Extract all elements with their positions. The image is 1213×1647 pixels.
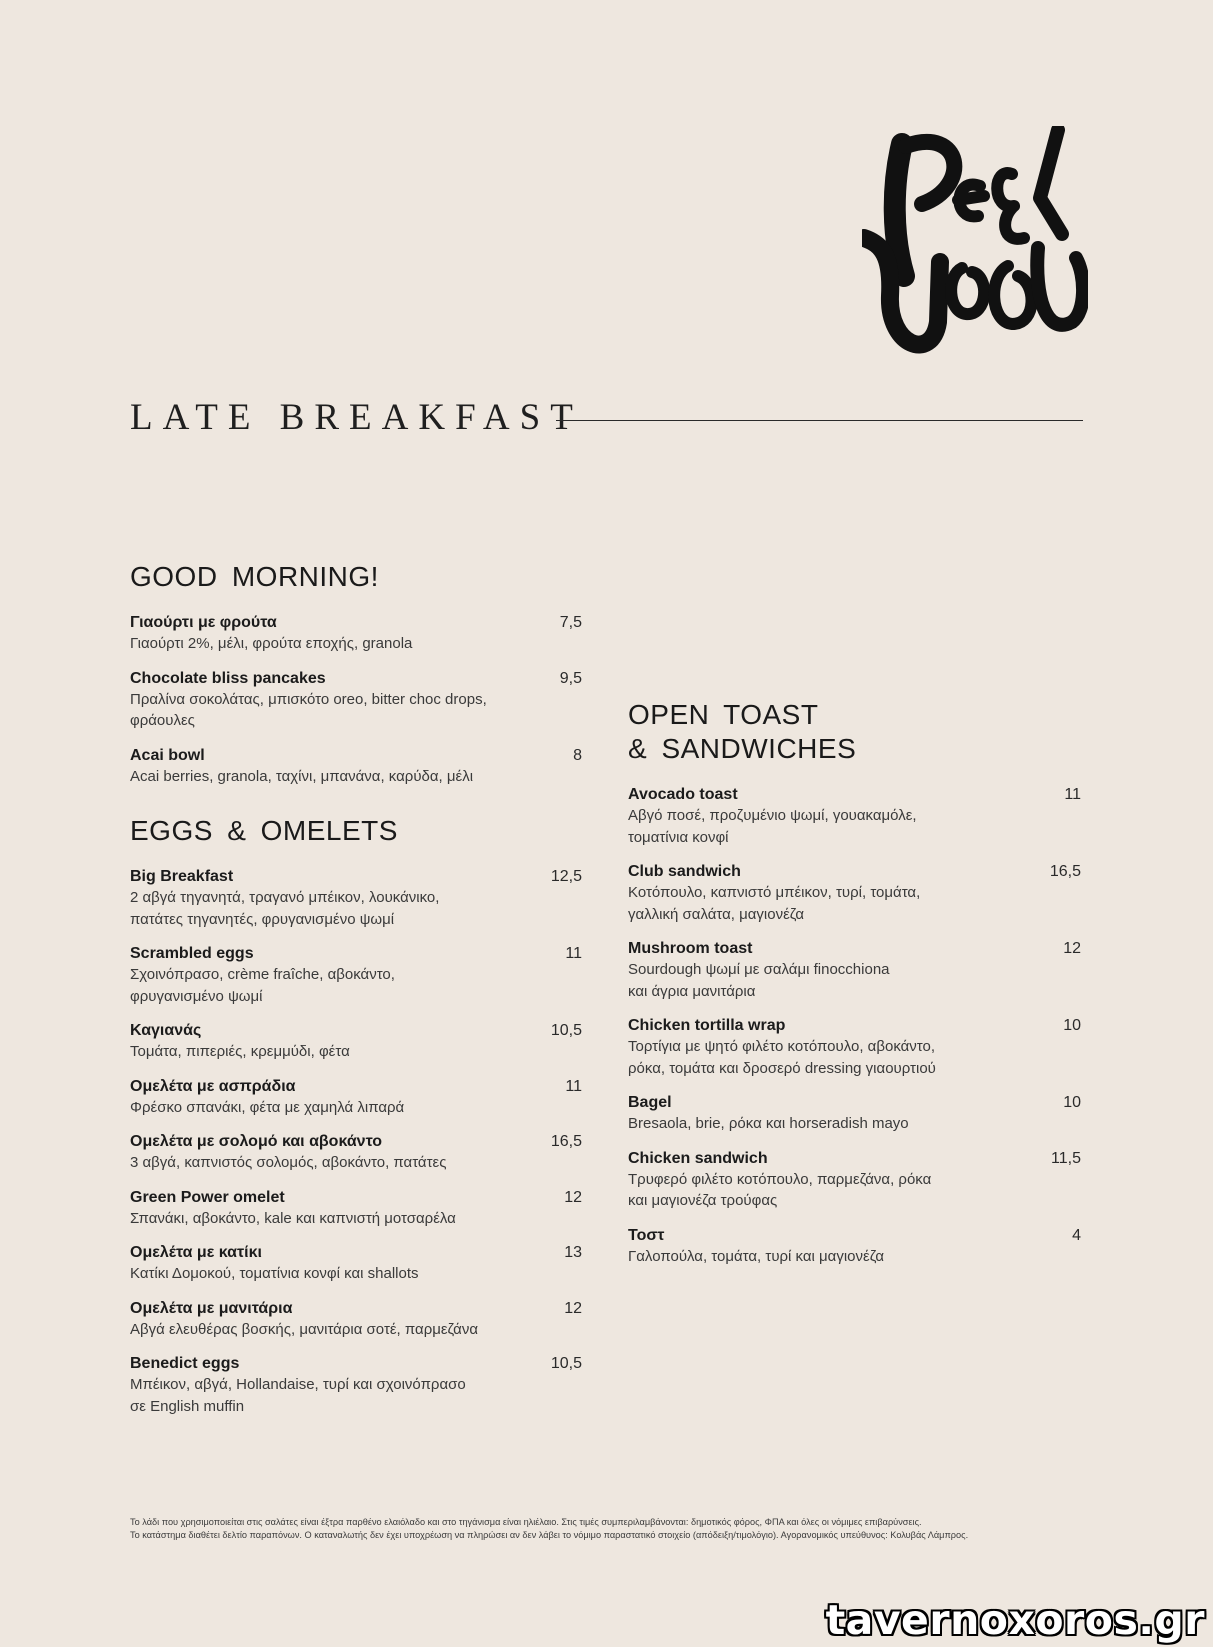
item-description: Αβγό ποσέ, προζυμένιο ψωμί, γουακαμόλε, τοματίνια κονφί — [628, 807, 917, 846]
item-name: Ομελέτα με μανιτάρια — [130, 1299, 293, 1317]
item-description: Κοτόπουλο, καπνιστό μπέικον, τυρί, τομάτα, γαλλική σαλάτα, μαγιονέζα — [628, 884, 921, 923]
section-title-eggs-omelets: EGGS & OMELETS — [130, 815, 398, 846]
item-name: Γιαούρτι με φρούτα — [130, 614, 277, 631]
section-title-good-morning: GOOD MORNING! — [130, 561, 379, 592]
title-divider — [556, 420, 1083, 421]
item-name: Καγιανάς — [130, 1022, 202, 1039]
menu-item — [130, 612, 582, 655]
menu-item — [130, 943, 582, 1007]
restaurant-logo — [862, 126, 1088, 370]
item-description: Acai berries, granola, ταχίνι, μπανάνα, καρύδα, μέλι — [130, 767, 474, 785]
item-price: 7,5 — [559, 614, 582, 631]
item-price: 11 — [565, 1077, 582, 1095]
item-name: Chocolate bliss pancakes — [130, 669, 326, 687]
section-spacer — [130, 800, 582, 814]
item-price: 10 — [1063, 1094, 1081, 1111]
item-description: Sourdough ψωμί με σαλάμι finocchiona και άγρια μανιτάρια — [628, 961, 890, 1000]
item-price: 16,5 — [550, 1133, 582, 1150]
item-price: 12,5 — [550, 868, 582, 885]
item-name: Scrambled eggs — [130, 945, 254, 962]
menu-item — [130, 668, 582, 732]
item-name: Acai bowl — [130, 746, 205, 764]
menu-item — [130, 1353, 582, 1417]
item-description: Μπέικον, αβγά, Hollandaise, τυρί και σχοινόπρασο σε English muffin — [130, 1376, 466, 1415]
item-description: Τρυφερό φιλέτο κοτόπουλο, παρμεζάνα, ρόκα και μαγιονέζα τρούφας — [628, 1170, 932, 1209]
item-description: Πραλίνα σοκολάτας, μπισκότο oreo, bitter choc drops, φράουλες — [130, 690, 487, 729]
legal-footer — [130, 1516, 1090, 1541]
item-description: Φρέσκο σπανάκι, φέτα με χαμηλά λιπαρά — [130, 1098, 405, 1116]
item-price: 12 — [564, 1188, 582, 1206]
menu-item — [130, 1242, 582, 1285]
item-name: Mushroom toast — [628, 940, 753, 957]
item-description: Τορτίγια με ψητό φιλέτο κοτόπουλο, αβοκάντο, ρόκα, τομάτα και δροσερό dressing γιαουρτιού — [628, 1038, 936, 1077]
item-description: Γιαούρτι 2%, μέλι, φρούτα εποχής, granola — [130, 635, 413, 652]
item-price: 13 — [564, 1244, 582, 1261]
item-name: Ομελέτα με σολομό και αβοκάντο — [130, 1133, 383, 1150]
item-price: 11 — [565, 945, 582, 962]
item-name: Τοστ — [628, 1226, 665, 1244]
item-name: Benedict eggs — [130, 1355, 240, 1372]
menu-column-left — [130, 560, 582, 1430]
watermark: tavernoxoros.gr — [825, 1596, 1205, 1644]
menu-item — [628, 1092, 1081, 1135]
item-description: 3 αβγά, καπνιστός σολομός, αβοκάντο, πατάτες — [130, 1154, 447, 1171]
item-name: Big Breakfast — [130, 868, 234, 885]
item-name: Ομελέτα με ασπράδια — [130, 1077, 296, 1095]
item-price: 12 — [1063, 940, 1081, 957]
item-name: Avocado toast — [628, 786, 738, 803]
section-title-open-toast-sandwiches: OPEN TOAST & SANDWICHES — [628, 699, 857, 764]
item-price: 4 — [1072, 1226, 1081, 1244]
menu-item — [628, 938, 1081, 1002]
footer-line-1: Το λάδι που χρησιμοποιείται στις σαλάτες είναι έξτρα παρθένο ελαιόλαδο και στο τηγάνισμα είναι ηλιέλαιο. Στις τιμές συμπεριλαμβάνονται: δημοτικός φόρος, ΦΠΑ και όλες οι νόμιμες επιβαρύνσεις. — [130, 1517, 922, 1527]
item-price: 10,5 — [550, 1355, 582, 1372]
item-price: 12 — [564, 1299, 582, 1317]
item-price: 9,5 — [559, 669, 582, 687]
item-price: 10 — [1063, 1017, 1081, 1034]
menu-item — [628, 1148, 1081, 1212]
item-price: 11 — [1064, 786, 1081, 803]
item-description: Αβγά ελευθέρας βοσκής, μανιτάρια σοτέ, παρμεζάνα — [130, 1320, 479, 1338]
item-description: 2 αβγά τηγανητά, τραγανό μπέικον, λουκάνικο, πατάτες τηγανητές, φρυγανισμένο ψωμί — [130, 889, 440, 928]
item-description: Γαλοπούλα, τομάτα, τυρί και μαγιονέζα — [628, 1247, 884, 1265]
item-description: Σπανάκι, αβοκάντο, kale και καπνιστή μοτσαρέλα — [130, 1209, 456, 1227]
menu-item — [130, 1020, 582, 1063]
item-name: Green Power omelet — [130, 1188, 285, 1206]
item-name: Chicken sandwich — [628, 1149, 768, 1167]
menu-list-eggs-omelets — [130, 866, 582, 1417]
menu-item — [130, 866, 582, 930]
item-name: Ομελέτα με κατίκι — [130, 1244, 262, 1261]
item-price: 10,5 — [550, 1022, 582, 1039]
menu-item — [130, 1298, 582, 1341]
item-price: 11,5 — [1051, 1149, 1081, 1167]
item-name: Club sandwich — [628, 863, 741, 880]
item-name: Bagel — [628, 1094, 672, 1111]
footer-line-2: Το κατάστημα διαθέτει δελτίο παραπόνων. Ο καταναλωτής δεν έχει υποχρέωση να πληρώσει αν δεν λάβει το νόμιμο παραστατικό στοιχείο (απόδειξη/τιμολόγιο). Αγορανομικός υπεύθυνος: Κολυβάς Λάμπρος. — [130, 1529, 969, 1540]
menu-item — [130, 745, 582, 788]
item-description: Bresaola, brie, ρόκα και horseradish mayo — [628, 1115, 909, 1132]
page-title: LATE BREAKFAST — [130, 397, 583, 438]
menu-item — [628, 1225, 1081, 1268]
item-description: Τομάτα, πιπεριές, κρεμμύδι, φέτα — [130, 1043, 350, 1060]
menu-item — [628, 784, 1081, 848]
menu-item — [130, 1076, 582, 1119]
menu-column-right — [628, 698, 1081, 1280]
menu-item — [628, 861, 1081, 925]
item-description: Σχοινόπρασο, crème fraîche, αβοκάντο, φρυγανισμένο ψωμί — [130, 966, 395, 1005]
menu-item — [628, 1015, 1081, 1079]
item-price: 16,5 — [1049, 863, 1081, 880]
menu-item — [130, 1131, 582, 1174]
item-name: Chicken tortilla wrap — [628, 1017, 786, 1034]
menu-list-good-morning — [130, 612, 582, 787]
item-description: Κατίκι Δομοκού, τοματίνια κονφί και shallots — [130, 1265, 419, 1282]
menu-item — [130, 1187, 582, 1230]
menu-list-open-toast-sandwiches — [628, 784, 1081, 1267]
item-price: 8 — [573, 746, 582, 764]
